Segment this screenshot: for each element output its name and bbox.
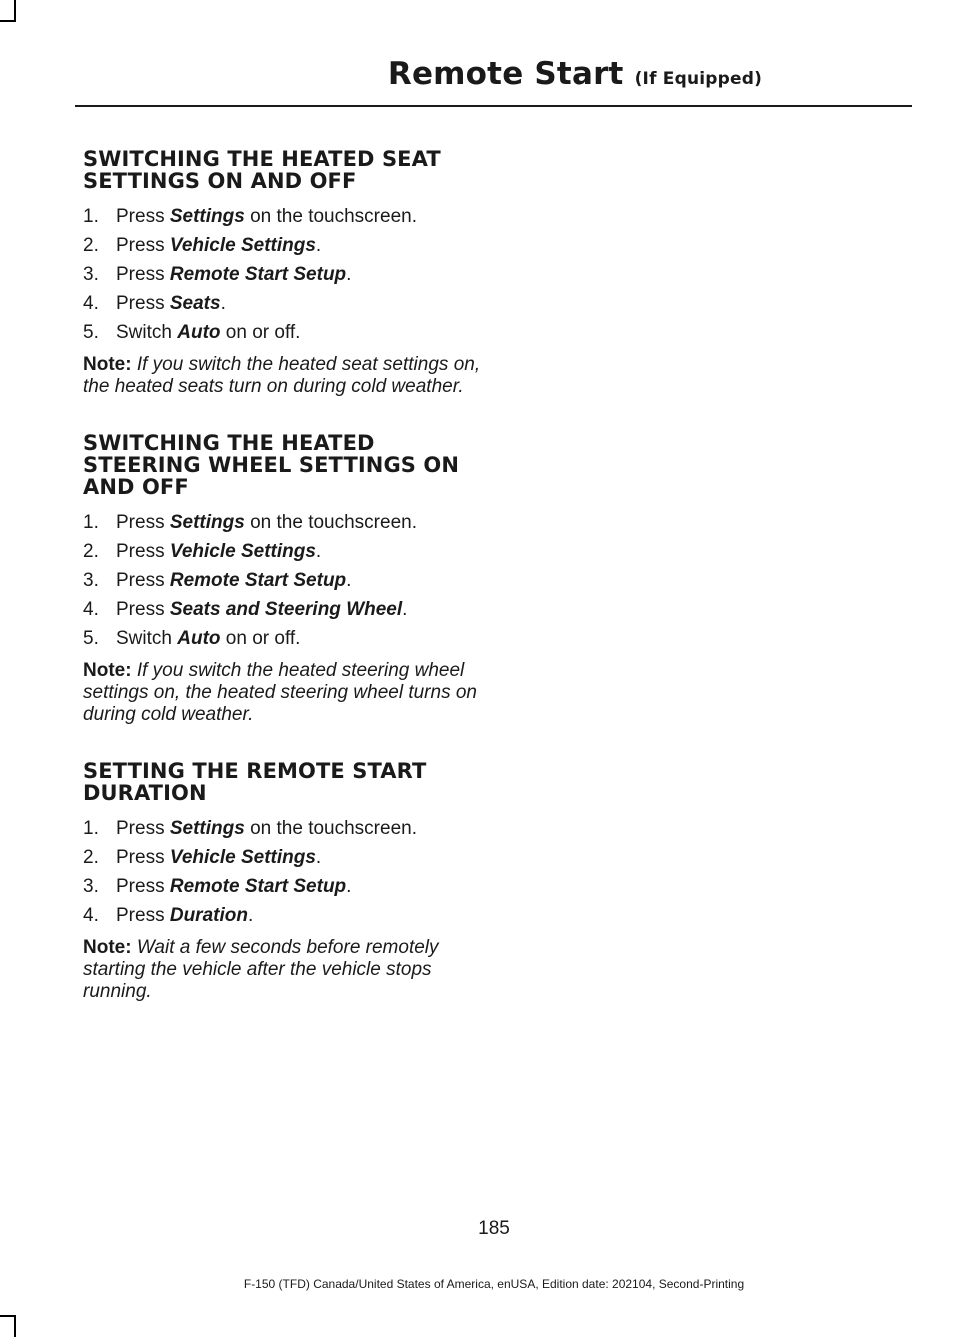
page-number: 185 (478, 1218, 510, 1239)
steps-list (83, 818, 483, 927)
step-item: 2. Press Vehicle Settings. (83, 235, 322, 256)
step-item: 3. Press Remote Start Setup. (83, 876, 352, 897)
step-item: 1. Press Settings on the touchscreen. (83, 818, 417, 839)
steps-list (83, 206, 483, 344)
page-header (0, 56, 960, 92)
step-item: 4. Press Duration. (83, 905, 254, 926)
header-divider (75, 105, 912, 107)
step-item: 4. Press Seats and Steering Wheel. (83, 599, 408, 620)
header-title: Remote Start (387, 56, 624, 92)
crop-mark (14, 0, 16, 22)
steps-list (83, 512, 483, 650)
section-remote-start-duration (83, 760, 483, 1003)
footer-edition: F-150 (TFD) Canada/United States of America, enUSA, Edition date: 202104, Second-Printing (243, 1277, 745, 1291)
section-heading: SETTING THE REMOTE START DURATION (83, 759, 427, 805)
crop-mark (14, 1315, 16, 1337)
step-item: 1. Press Settings on the touchscreen. (83, 512, 417, 533)
section-heading: SWITCHING THE HEATED SEAT SETTINGS ON AND OFF (83, 147, 441, 193)
crop-mark (0, 1315, 16, 1317)
note: Note: Wait a few seconds before remotely starting the vehicle after the vehicle stops running. (83, 937, 439, 1002)
section-heated-steering-wheel (83, 432, 483, 726)
crop-mark (0, 20, 16, 22)
header-subtitle: (If Equipped) (634, 69, 763, 89)
step-item: 2. Press Vehicle Settings. (83, 541, 322, 562)
note: Note: If you switch the heated seat settings on, the heated seats turn on during cold weather. (83, 354, 481, 397)
step-item: 4. Press Seats. (83, 293, 226, 314)
page-content (83, 148, 483, 1037)
step-item: 5. Switch Auto on or off. (83, 322, 301, 343)
step-item: 5. Switch Auto on or off. (83, 628, 301, 649)
step-item: 3. Press Remote Start Setup. (83, 264, 352, 285)
step-item: 2. Press Vehicle Settings. (83, 847, 322, 868)
note: Note: If you switch the heated steering wheel settings on, the heated steering wheel turns on during cold weather. (83, 660, 477, 725)
step-item: 3. Press Remote Start Setup. (83, 570, 352, 591)
step-item: 1. Press Settings on the touchscreen. (83, 206, 417, 227)
section-heated-seat (83, 148, 483, 398)
section-heading: SWITCHING THE HEATED STEERING WHEEL SETTINGS ON AND OFF (83, 431, 460, 499)
